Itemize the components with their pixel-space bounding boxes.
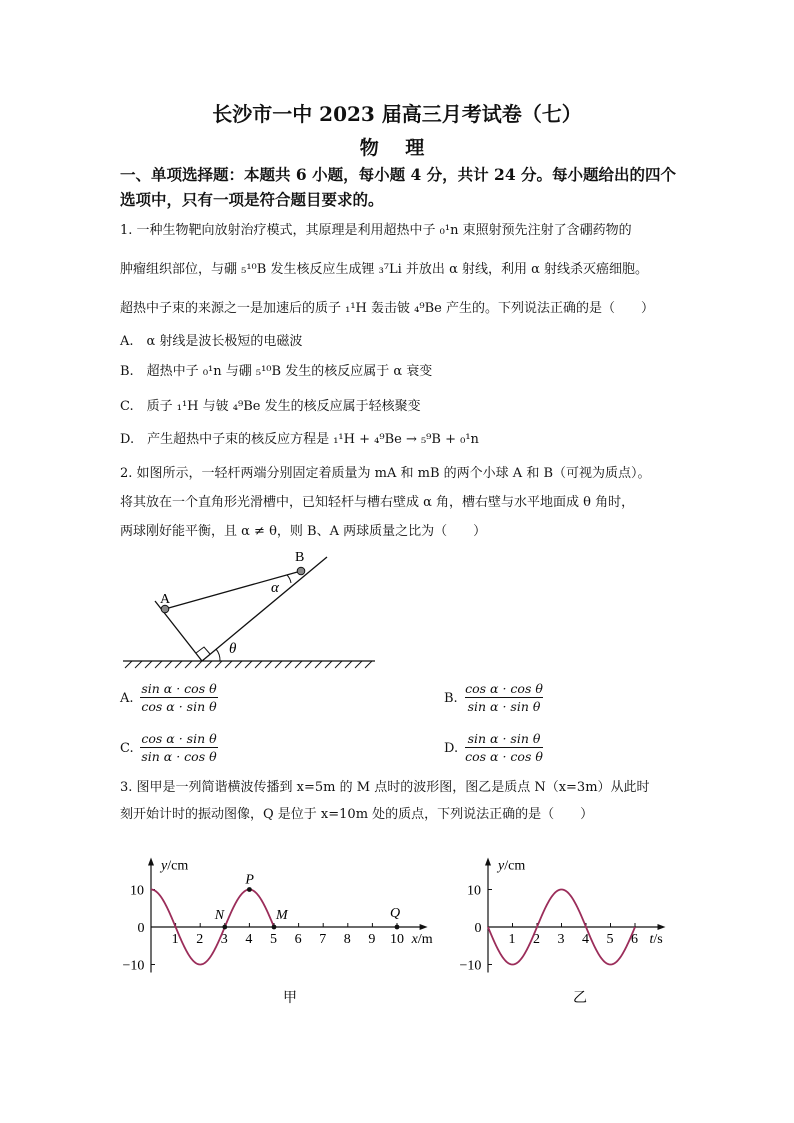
- jia-y-tick-label: 0: [137, 921, 145, 936]
- light-rod: [165, 571, 301, 609]
- subject-title: 物 理: [359, 137, 435, 159]
- exam-title: 长沙市一中 2023 届高三月考试卷（七）: [212, 102, 582, 126]
- point-p: [247, 887, 252, 892]
- groove-right-wall: [202, 557, 327, 661]
- q2-option-a-numerator: sin α · cos θ: [141, 681, 217, 696]
- q1-option-b: B. 超热中子 ₀¹n 与硼 ₅¹⁰B 发生的核反应属于 α 衰变: [120, 364, 433, 379]
- jia-x-tick-label: 2: [196, 932, 204, 947]
- yi-y-tick-label: −10: [459, 958, 482, 974]
- jia-points: [214, 873, 400, 930]
- q2-option-c-denominator: sin α · cos θ: [141, 749, 217, 764]
- yi-x-arrow: [658, 924, 666, 930]
- point-n: [222, 925, 227, 930]
- jia-ticks: [123, 884, 405, 974]
- jia-x-tick-label: 1: [171, 932, 179, 947]
- q2-option-c-fraction: [140, 730, 218, 765]
- point-q-label: Q: [390, 906, 401, 921]
- q2-line2: 将其放在一个直角形光滑槽中，已知轻杆与槽右壁成 α 角，槽右壁与水平地面成 θ 角时，: [120, 495, 635, 510]
- jia-x-arrow: [420, 924, 428, 930]
- yi-axes: [485, 858, 666, 973]
- q2-option-b-numerator: cos α · cos θ: [465, 681, 543, 696]
- yi-x-tick-label: 2: [533, 932, 540, 947]
- point-m-label: M: [276, 908, 288, 923]
- ground-hatching: [125, 661, 372, 668]
- jia-x-tick-label: 10: [390, 932, 404, 947]
- q2-option-a-denominator: cos α · sin θ: [141, 699, 217, 714]
- alpha-arc: [287, 575, 291, 583]
- yi-x-tick-label: 5: [606, 932, 614, 947]
- q2-option-b-key: B.: [444, 691, 458, 706]
- q1-line3: 超热中子束的来源之一是加速后的质子 ₁¹H 轰击铍 ₄⁹Be 产生的。下列说法正确的是（ ）: [120, 301, 654, 316]
- yi-x-tick-label: 6: [631, 932, 638, 947]
- jia-y-tick-label: −10: [122, 958, 145, 974]
- q3-line2: 刻开始计时的振动图像，Q 是位于 x=10m 处的质点，下列说法正确的是（ ）: [120, 807, 594, 822]
- q2-option-b-denominator: sin α · sin θ: [465, 697, 543, 715]
- jia-x-tick-label: 4: [245, 932, 253, 947]
- jia-x-tick-label: 9: [368, 932, 376, 947]
- q2-option-d-denominator: cos α · cos θ: [465, 749, 543, 764]
- yi-caption: 乙: [573, 991, 587, 1006]
- jia-y-label: y/cm: [161, 858, 189, 874]
- q2-option-d-numerator: sin α · sin θ: [467, 731, 541, 746]
- jia-x-label: x/m: [411, 932, 433, 947]
- chart-yi: [455, 850, 695, 1010]
- yi-ticks: [460, 884, 639, 974]
- q2-groove-diagram: [115, 545, 385, 670]
- yi-x-tick-label: 4: [582, 932, 589, 947]
- yi-y-tick-label: 0: [474, 921, 482, 936]
- label-alpha: α: [271, 580, 279, 596]
- q1-option-c: C. 质子 ₁¹H 与铍 ₄⁹Be 发生的核反应属于轻核聚变: [120, 399, 421, 414]
- label-a: A: [160, 592, 171, 607]
- point-p-label: P: [245, 872, 254, 888]
- q3-line1: 3. 图甲是一列简谐横波传播到 x=5m 的 M 点时的波形图，图乙是质点 N（x=3m）从此时: [120, 780, 650, 795]
- jia-x-tick-label: 7: [319, 932, 327, 947]
- section-heading: 一、单项选择题：本题共 6 小题，每小题 4 分，共计 24 分。每小题给出的四个选项中，只有一项是符合题目要求的。: [120, 165, 677, 209]
- jia-caption: 甲: [283, 991, 297, 1006]
- q2-line1: 2. 如图所示，一轻杆两端分别固定着质量为 mA 和 mB 的两个小球 A 和 B（可视为质点）。: [120, 466, 651, 481]
- right-angle-mark: [196, 647, 210, 654]
- yi-x-tick-label: 3: [557, 932, 565, 947]
- q2-option-d-fraction: [465, 730, 543, 765]
- yi-x-label: t/s: [649, 932, 663, 947]
- q2-option-d-key: D.: [444, 741, 459, 756]
- label-b: B: [295, 550, 305, 565]
- q2-option-c-key: C.: [120, 741, 134, 756]
- jia-x-tick-label: 3: [220, 932, 228, 947]
- theta-arc: [216, 649, 220, 661]
- point-n-label: N: [214, 908, 225, 923]
- yi-x-tick-label: 1: [508, 932, 516, 947]
- q1-option-d: D. 产生超热中子束的核反应方程是 ₁¹H + ₄⁹Be → ₅⁹B + ₀¹n: [120, 432, 479, 447]
- q2-option-a-key: A.: [120, 691, 134, 706]
- yi-y-arrow: [485, 858, 491, 866]
- q2-option-c-numerator: cos α · sin θ: [141, 731, 217, 746]
- q2-option-a-fraction: [140, 680, 218, 715]
- q2-option-b-fraction: [465, 680, 543, 715]
- point-q: [395, 925, 400, 930]
- ball-b: [297, 567, 305, 575]
- q2-line3: 两球刚好能平衡，且 α ≠ θ，则 B、A 两球质量之比为（ ）: [120, 524, 487, 539]
- q1-line1: 1. 一种生物靶向放射治疗模式，其原理是利用超热中子 ₀¹n 束照射预先注射了含硼药物的: [120, 223, 632, 238]
- yi-y-tick-label: 10: [467, 883, 481, 899]
- label-theta: θ: [229, 641, 237, 657]
- jia-y-arrow: [148, 858, 154, 866]
- yi-y-label: y/cm: [498, 858, 526, 874]
- jia-x-tick-label: 5: [270, 932, 277, 947]
- q1-option-a: A. α 射线是波长极短的电磁波: [120, 334, 303, 349]
- jia-x-tick-label: 8: [343, 932, 351, 947]
- point-m: [272, 925, 277, 930]
- chart-jia: [118, 850, 458, 1010]
- jia-y-tick-label: 10: [130, 883, 144, 899]
- jia-x-tick-label: 6: [294, 932, 302, 947]
- q1-line2: 肿瘤组织部位，与硼 ₅¹⁰B 发生核反应生成锂 ₃⁷Li 并放出 α 射线，利用 α 射线杀灭癌细胞。: [120, 262, 649, 277]
